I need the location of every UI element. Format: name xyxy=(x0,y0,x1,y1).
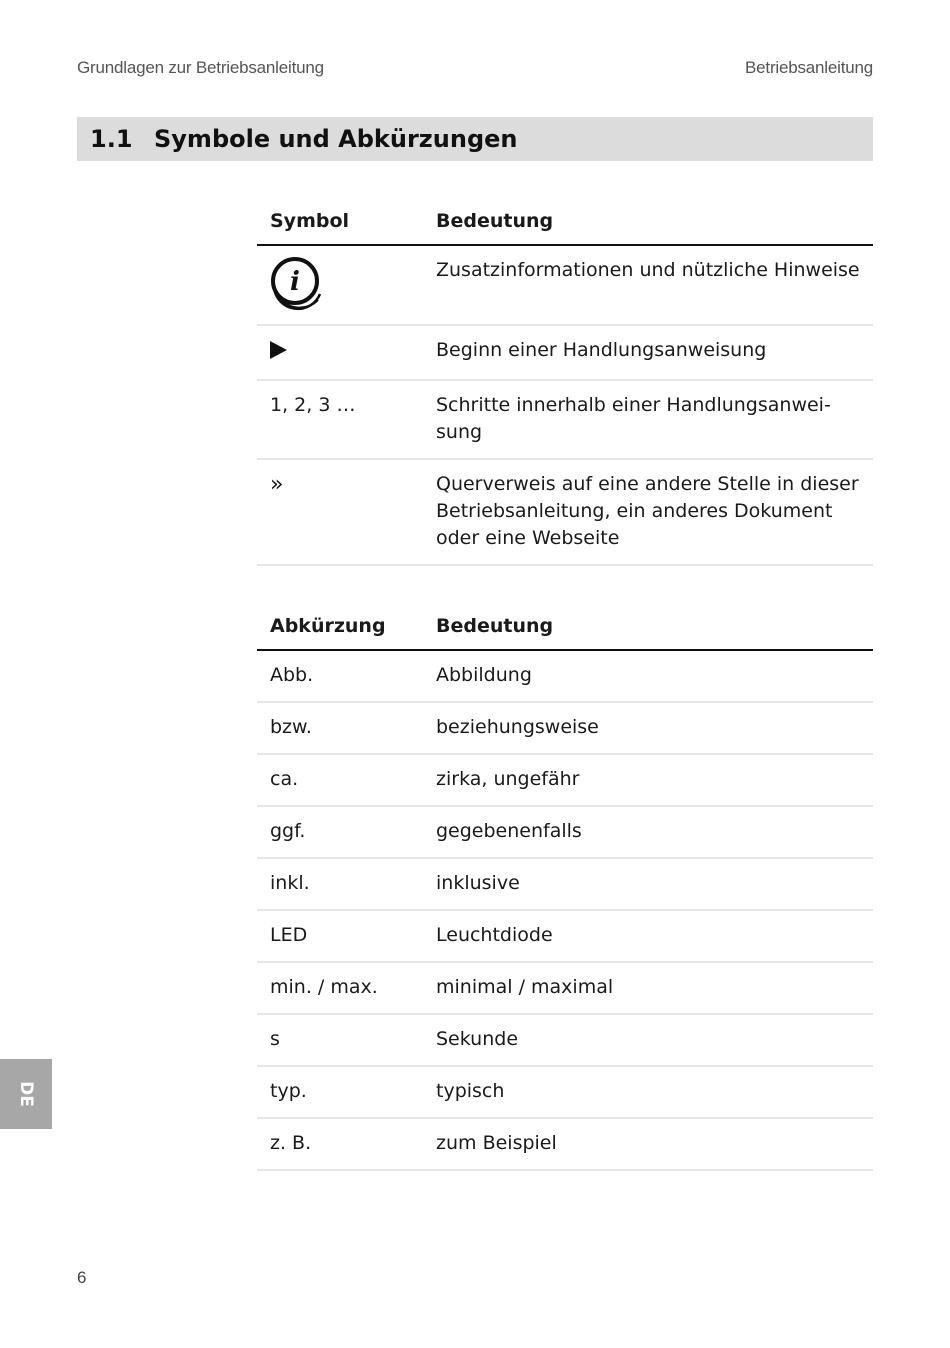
table-row xyxy=(257,962,873,1014)
meaning-cell: Querverweis auf eine andere Stelle in dieser Betriebsanleitung, ein anderes Dokument oder eine Webseite xyxy=(423,459,873,565)
table-row xyxy=(257,1066,873,1118)
table-row xyxy=(257,459,873,565)
table-row xyxy=(257,325,873,380)
symbol-cell: » xyxy=(257,459,423,565)
abbreviation-cell: LED xyxy=(257,910,423,962)
abbreviation-cell: ca. xyxy=(257,754,423,806)
play-triangle-icon xyxy=(270,341,287,359)
info-icon xyxy=(270,256,324,312)
page-number: 6 xyxy=(77,1268,87,1287)
abbreviation-cell: s xyxy=(257,1014,423,1066)
abbreviation-cell: z. B. xyxy=(257,1118,423,1170)
abbreviations-table xyxy=(257,615,873,1171)
table-row xyxy=(257,380,873,459)
section-number: 1.1 xyxy=(90,125,133,153)
column-header: Bedeutung xyxy=(423,210,873,245)
meaning-cell: Beginn einer Handlungsanweisung xyxy=(423,325,873,380)
abbreviation-cell: inkl. xyxy=(257,858,423,910)
abbreviation-cell: Abb. xyxy=(257,650,423,702)
symbols-table xyxy=(257,210,873,566)
column-header: Bedeutung xyxy=(423,615,873,650)
svg-text:i: i xyxy=(290,267,300,297)
meaning-cell: Schritte innerhalb einer Handlungsanwei- sung xyxy=(423,380,873,459)
abbreviation-cell: typ. xyxy=(257,1066,423,1118)
table-row xyxy=(257,650,873,702)
table-row xyxy=(257,754,873,806)
table-row xyxy=(257,806,873,858)
column-header: Symbol xyxy=(257,210,423,245)
abbreviation-cell: bzw. xyxy=(257,702,423,754)
meaning-cell: Leuchtdiode xyxy=(423,910,873,962)
language-tab-label: DE xyxy=(15,1081,36,1107)
meaning-cell: beziehungsweise xyxy=(423,702,873,754)
symbol-cell: 1, 2, 3 … xyxy=(257,380,423,459)
abbreviation-cell: ggf. xyxy=(257,806,423,858)
running-head-right: Betriebsanleitung xyxy=(745,58,873,77)
meaning-cell: Sekunde xyxy=(423,1014,873,1066)
meaning-cell: zirka, ungefähr xyxy=(423,754,873,806)
language-tab xyxy=(0,1059,52,1129)
meaning-cell: Zusatzinformationen und nützliche Hinweise xyxy=(423,245,873,325)
section-heading xyxy=(77,117,873,161)
section-title: Symbole und Abkürzungen xyxy=(154,125,518,153)
table-row xyxy=(257,245,873,325)
meaning-cell: Abbildung xyxy=(423,650,873,702)
column-header: Abkürzung xyxy=(257,615,423,650)
table-row xyxy=(257,910,873,962)
meaning-cell: zum Beispiel xyxy=(423,1118,873,1170)
table-row xyxy=(257,702,873,754)
meaning-cell: typisch xyxy=(423,1066,873,1118)
table-row xyxy=(257,858,873,910)
meaning-cell: minimal / maximal xyxy=(423,962,873,1014)
table-header-row xyxy=(257,210,873,245)
table-row xyxy=(257,1118,873,1170)
table-row xyxy=(257,1014,873,1066)
symbol-cell xyxy=(257,325,423,380)
abbreviation-cell: min. / max. xyxy=(257,962,423,1014)
running-head-left: Grundlagen zur Betriebsanleitung xyxy=(77,58,324,77)
table-header-row xyxy=(257,615,873,650)
symbol-cell xyxy=(257,245,423,325)
meaning-cell: gegebenenfalls xyxy=(423,806,873,858)
meaning-cell: inklusive xyxy=(423,858,873,910)
